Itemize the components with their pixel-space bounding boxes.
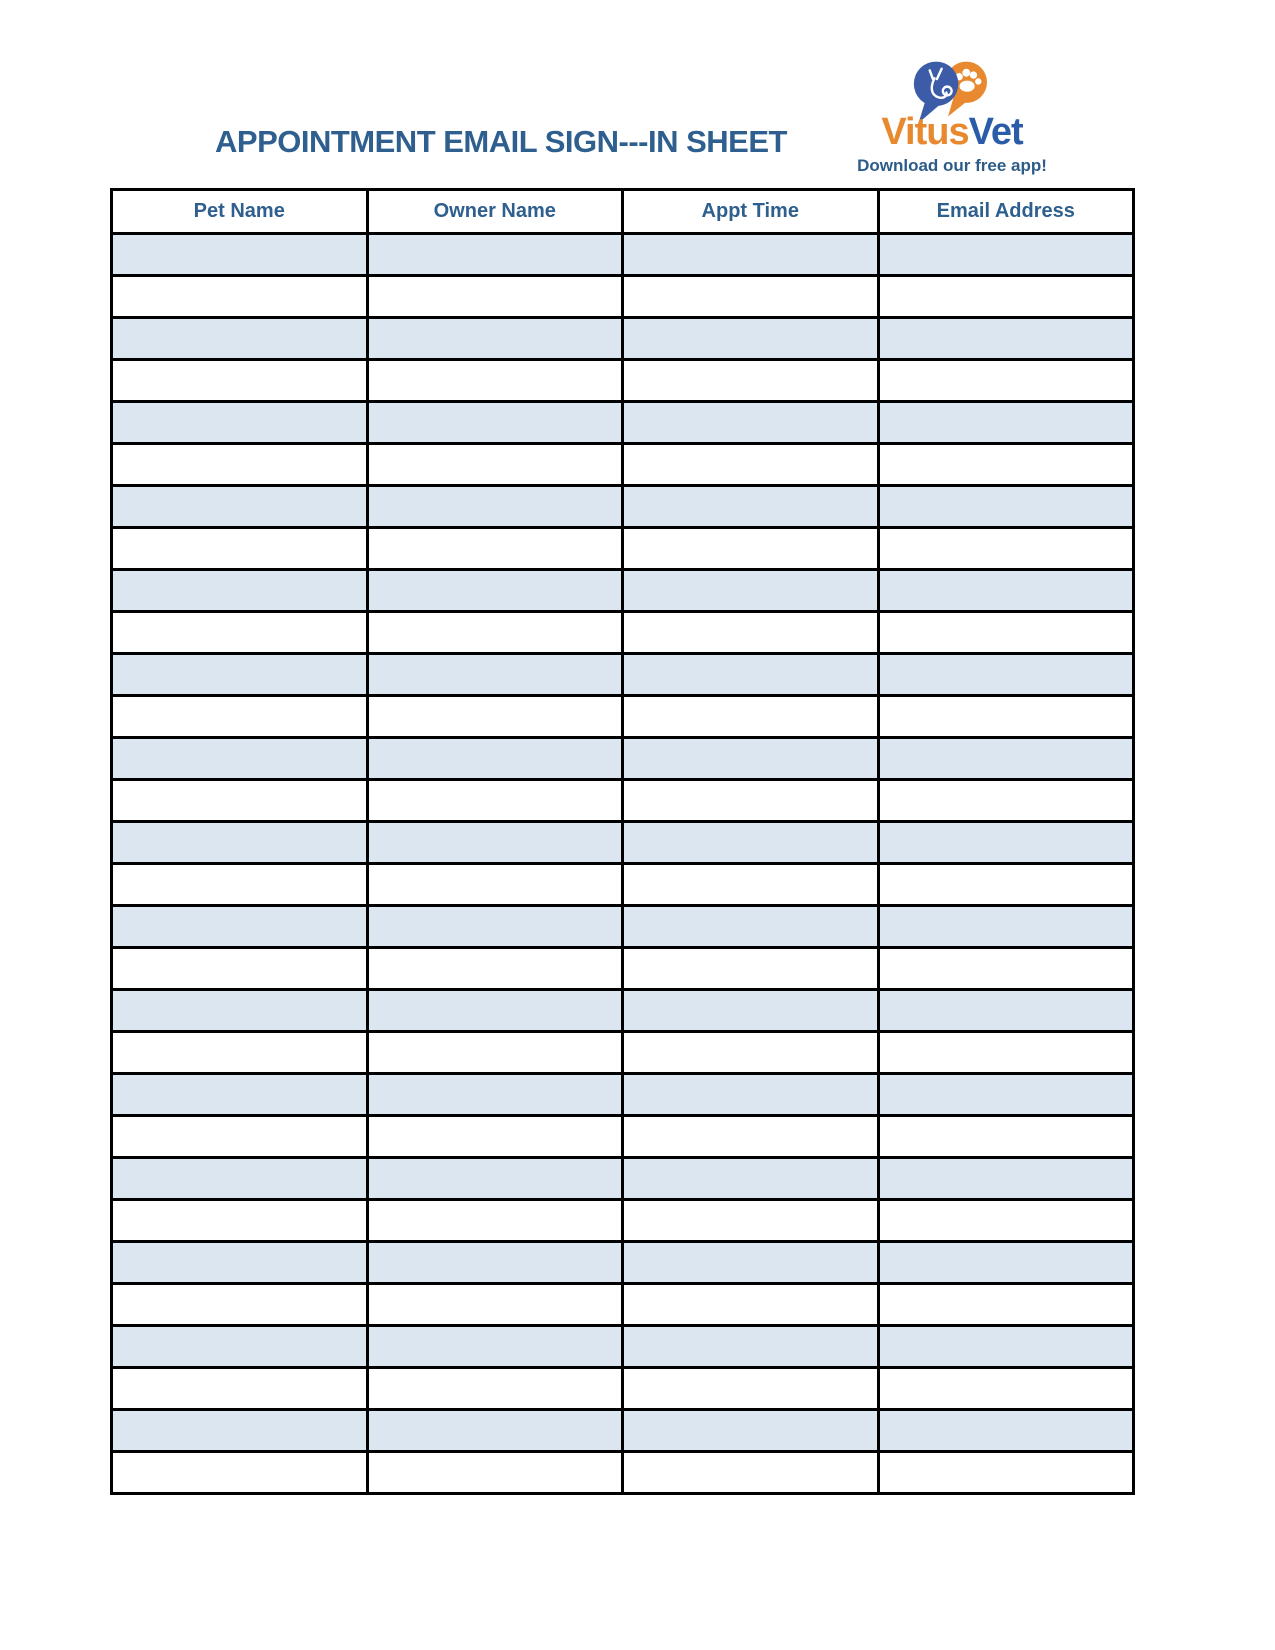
empty-cell xyxy=(878,1284,1134,1326)
table-row xyxy=(112,906,1134,948)
table-row xyxy=(112,612,1134,654)
empty-cell xyxy=(367,1242,623,1284)
empty-cell xyxy=(367,822,623,864)
empty-cell xyxy=(878,1242,1134,1284)
empty-cell xyxy=(623,780,879,822)
empty-cell xyxy=(878,444,1134,486)
table-row xyxy=(112,822,1134,864)
empty-cell xyxy=(623,1326,879,1368)
table-row xyxy=(112,486,1134,528)
empty-cell xyxy=(367,738,623,780)
empty-cell xyxy=(623,906,879,948)
empty-cell xyxy=(623,318,879,360)
empty-cell xyxy=(367,1452,623,1494)
empty-cell xyxy=(112,1452,368,1494)
empty-cell xyxy=(878,1368,1134,1410)
empty-cell xyxy=(112,1326,368,1368)
empty-cell xyxy=(112,990,368,1032)
empty-cell xyxy=(112,1032,368,1074)
sign-in-table-header xyxy=(112,190,1134,234)
empty-cell xyxy=(623,1242,879,1284)
empty-cell xyxy=(367,570,623,612)
table-row xyxy=(112,1410,1134,1452)
column-header-pet-name: Pet Name xyxy=(112,190,368,234)
empty-cell xyxy=(112,780,368,822)
table-row xyxy=(112,402,1134,444)
empty-cell xyxy=(878,1158,1134,1200)
empty-cell xyxy=(623,402,879,444)
empty-cell xyxy=(623,990,879,1032)
table-row xyxy=(112,948,1134,990)
empty-cell xyxy=(112,318,368,360)
sign-in-table xyxy=(110,188,1135,1495)
empty-cell xyxy=(367,906,623,948)
brand-text-vet: Vet xyxy=(968,111,1023,153)
empty-cell xyxy=(112,696,368,738)
empty-cell xyxy=(623,948,879,990)
empty-cell xyxy=(112,570,368,612)
empty-cell xyxy=(112,1074,368,1116)
empty-cell xyxy=(112,1200,368,1242)
table-row xyxy=(112,990,1134,1032)
empty-cell xyxy=(367,486,623,528)
empty-cell xyxy=(878,738,1134,780)
empty-cell xyxy=(878,1410,1134,1452)
empty-cell xyxy=(367,1326,623,1368)
empty-cell xyxy=(367,1032,623,1074)
empty-cell xyxy=(367,444,623,486)
empty-cell xyxy=(878,1326,1134,1368)
empty-cell xyxy=(878,360,1134,402)
column-header-appt-time: Appt Time xyxy=(623,190,879,234)
empty-cell xyxy=(367,1368,623,1410)
empty-cell xyxy=(623,486,879,528)
empty-cell xyxy=(112,528,368,570)
page-title: APPOINTMENT EMAIL SIGN---IN SHEET xyxy=(215,124,787,159)
empty-cell xyxy=(623,1284,879,1326)
empty-cell xyxy=(623,1032,879,1074)
empty-cell xyxy=(623,1074,879,1116)
empty-cell xyxy=(112,1284,368,1326)
empty-cell xyxy=(367,864,623,906)
empty-cell xyxy=(878,1074,1134,1116)
empty-cell xyxy=(112,864,368,906)
empty-cell xyxy=(623,528,879,570)
table-row xyxy=(112,1326,1134,1368)
empty-cell xyxy=(112,1242,368,1284)
table-row xyxy=(112,360,1134,402)
empty-cell xyxy=(878,654,1134,696)
table-row xyxy=(112,1368,1134,1410)
empty-cell xyxy=(878,486,1134,528)
table-row xyxy=(112,528,1134,570)
column-header-owner-name: Owner Name xyxy=(367,190,623,234)
empty-cell xyxy=(878,528,1134,570)
empty-cell xyxy=(623,1410,879,1452)
empty-cell xyxy=(878,948,1134,990)
vitusvet-logo xyxy=(840,56,1064,176)
empty-cell xyxy=(623,1368,879,1410)
empty-cell xyxy=(878,990,1134,1032)
table-row xyxy=(112,234,1134,276)
empty-cell xyxy=(112,1410,368,1452)
empty-cell xyxy=(367,780,623,822)
empty-cell xyxy=(878,1200,1134,1242)
empty-cell xyxy=(367,654,623,696)
empty-cell xyxy=(878,1452,1134,1494)
empty-cell xyxy=(878,1032,1134,1074)
table-row xyxy=(112,696,1134,738)
empty-cell xyxy=(112,360,368,402)
empty-cell xyxy=(623,444,879,486)
empty-cell xyxy=(878,402,1134,444)
table-row xyxy=(112,1200,1134,1242)
empty-cell xyxy=(878,864,1134,906)
empty-cell xyxy=(367,528,623,570)
empty-cell xyxy=(623,1200,879,1242)
empty-cell xyxy=(112,738,368,780)
table-row xyxy=(112,1158,1134,1200)
table-row xyxy=(112,1074,1134,1116)
table-row xyxy=(112,1032,1134,1074)
table-row xyxy=(112,780,1134,822)
brand-text-vitus: Vitus xyxy=(881,111,969,153)
empty-cell xyxy=(623,1452,879,1494)
table-row xyxy=(112,654,1134,696)
empty-cell xyxy=(112,402,368,444)
empty-cell xyxy=(367,990,623,1032)
empty-cell xyxy=(112,948,368,990)
empty-cell xyxy=(623,360,879,402)
empty-cell xyxy=(367,234,623,276)
empty-cell xyxy=(623,1116,879,1158)
empty-cell xyxy=(623,612,879,654)
empty-cell xyxy=(367,696,623,738)
empty-cell xyxy=(367,276,623,318)
empty-cell xyxy=(623,654,879,696)
empty-cell xyxy=(112,822,368,864)
empty-cell xyxy=(623,1158,879,1200)
empty-cell xyxy=(112,1158,368,1200)
empty-cell xyxy=(367,1284,623,1326)
empty-cell xyxy=(367,1074,623,1116)
table-row xyxy=(112,318,1134,360)
empty-cell xyxy=(878,234,1134,276)
table-row xyxy=(112,444,1134,486)
empty-cell xyxy=(367,948,623,990)
empty-cell xyxy=(878,570,1134,612)
empty-cell xyxy=(112,612,368,654)
empty-cell xyxy=(878,318,1134,360)
empty-cell xyxy=(367,1116,623,1158)
empty-cell xyxy=(112,1368,368,1410)
empty-cell xyxy=(367,1410,623,1452)
table-row xyxy=(112,1242,1134,1284)
column-header-email-address: Email Address xyxy=(878,190,1134,234)
empty-cell xyxy=(367,402,623,444)
empty-cell xyxy=(112,444,368,486)
empty-cell xyxy=(367,360,623,402)
table-row xyxy=(112,1116,1134,1158)
empty-cell xyxy=(878,1116,1134,1158)
sign-in-table-body xyxy=(112,234,1134,1494)
empty-cell xyxy=(623,276,879,318)
download-app-tagline: Download our free app! xyxy=(857,155,1047,175)
empty-cell xyxy=(623,822,879,864)
table-row xyxy=(112,276,1134,318)
empty-cell xyxy=(367,1158,623,1200)
empty-cell xyxy=(367,612,623,654)
empty-cell xyxy=(112,486,368,528)
empty-cell xyxy=(112,234,368,276)
empty-cell xyxy=(367,318,623,360)
empty-cell xyxy=(623,864,879,906)
empty-cell xyxy=(623,696,879,738)
empty-cell xyxy=(112,654,368,696)
empty-cell xyxy=(112,276,368,318)
empty-cell xyxy=(623,738,879,780)
empty-cell xyxy=(878,906,1134,948)
table-row xyxy=(112,864,1134,906)
brand-text xyxy=(840,112,1064,154)
table-row xyxy=(112,1284,1134,1326)
empty-cell xyxy=(367,1200,623,1242)
empty-cell xyxy=(623,234,879,276)
empty-cell xyxy=(112,1116,368,1158)
table-row xyxy=(112,738,1134,780)
empty-cell xyxy=(878,822,1134,864)
empty-cell xyxy=(112,906,368,948)
header-row xyxy=(112,190,1134,234)
table-row xyxy=(112,1452,1134,1494)
empty-cell xyxy=(623,570,879,612)
empty-cell xyxy=(878,276,1134,318)
empty-cell xyxy=(878,696,1134,738)
table-row xyxy=(112,570,1134,612)
empty-cell xyxy=(878,612,1134,654)
empty-cell xyxy=(878,780,1134,822)
